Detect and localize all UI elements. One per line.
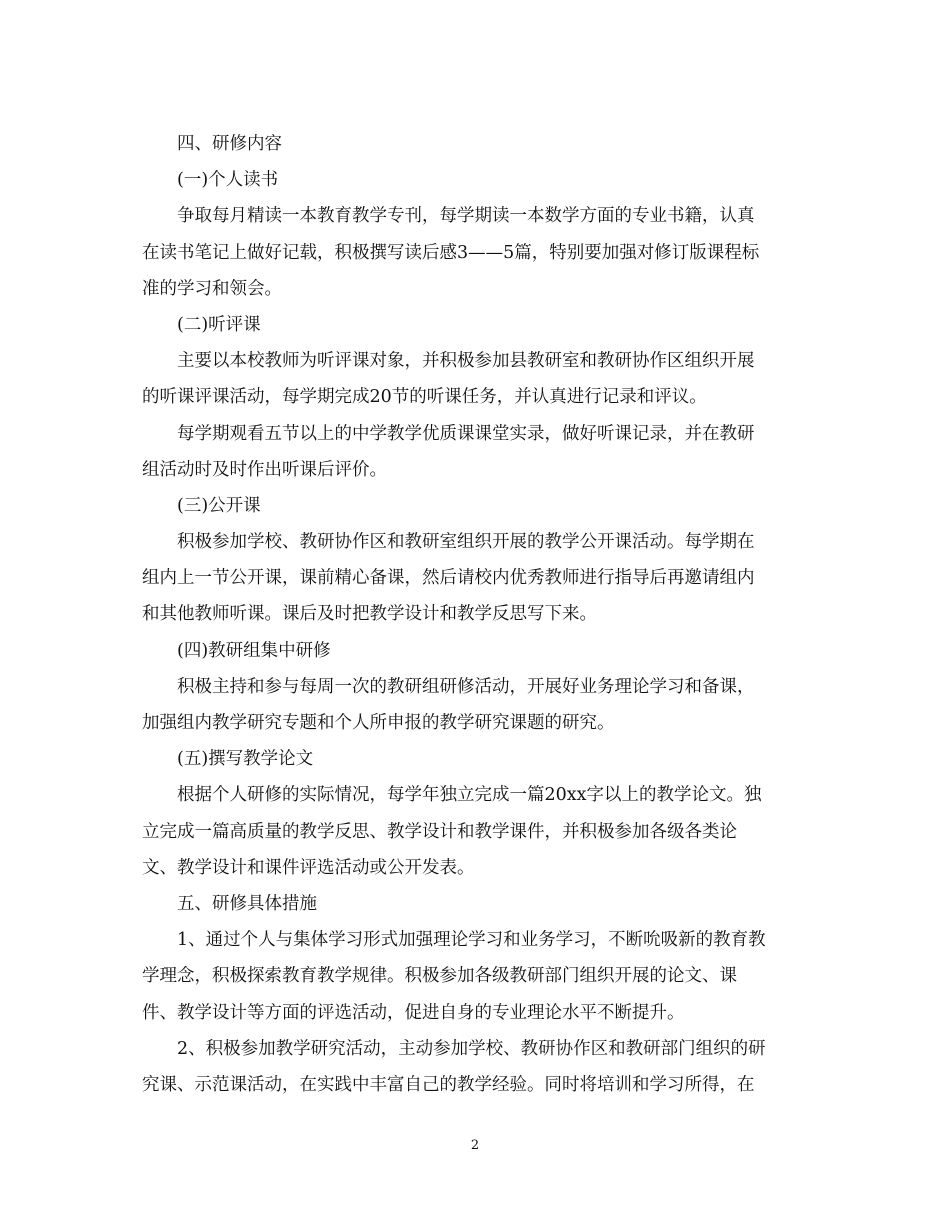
text-line: 加强组内教学研究专题和个人所申报的教学研究课题的研究。 <box>142 713 615 733</box>
text-line: 的听课评课活动，每学期完成20节的听课任务，并认真进行记录和评议。 <box>142 387 707 408</box>
text-line: 组内上一节公开课，课前精心备课，然后请校内优秀教师进行指导后再邀请组内 <box>142 568 755 589</box>
text-line: 主要以本校教师为听评课对象，并积极参加县教研室和教研协作区组织开展 <box>177 351 755 372</box>
text-line: 学理念，积极探索教育教学规律。积极参加各级教研部门组织开展的论文、课 <box>142 966 737 987</box>
text-line: 1、通过个人与集体学习形式加强理论学习和业务学习，不断吮吸新的教育教 <box>177 930 766 951</box>
text-line: 根据个人研修的实际情况，每学年独立完成一篇20xx字以上的教学论文。独 <box>177 785 762 806</box>
text-line: (二)听评课 <box>177 314 261 335</box>
text-line: 争取每月精读一本教育教学专刊，每学期读一本数学方面的专业书籍，认真 <box>177 206 755 227</box>
text-line: 积极主持和参与每周一次的教研组研修活动，开展好业务理论学习和备课， <box>177 676 755 697</box>
text-line: 五、研修具体措施 <box>177 893 317 914</box>
text-line: 立完成一篇高质量的教学反思、教学设计和教学课件，并积极参加各级各类论 <box>142 821 737 842</box>
text-line: 在读书笔记上做好记载，积极撰写读后感3——5篇，特别要加强对修订版课程标 <box>142 242 760 263</box>
text-line: (三)公开课 <box>177 495 261 516</box>
text-line: (四)教研组集中研修 <box>177 640 331 661</box>
text-line: 每学期观看五节以上的中学教学优质课课堂实录，做好听课记录，并在教研 <box>177 423 755 444</box>
text-line: (五)撰写教学论文 <box>177 749 314 770</box>
document-body <box>142 126 807 1103</box>
text-line: 件、教学设计等方面的评选活动，促进自身的专业理论水平不断提升。 <box>142 1002 685 1023</box>
text-line: 文、教学设计和课件评选活动或公开发表。 <box>142 857 475 878</box>
text-line: 组活动时及时作出听课后评价。 <box>142 459 387 480</box>
text-line: 准的学习和领会。 <box>142 278 282 299</box>
text-line: 2、积极参加教学研究活动，主动参加学校、教研协作区和教研部门组织的研 <box>177 1038 766 1059</box>
text-line: 四、研修内容 <box>177 134 282 154</box>
page-number: 2 <box>470 1138 480 1153</box>
text-line: 积极参加学校、教研协作区和教研室组织开展的教学公开课活动。每学期在 <box>177 532 755 553</box>
text-line: (一)个人读书 <box>177 170 279 191</box>
text-line: 究课、示范课活动，在实践中丰富自己的教学经验。同时将培训和学习所得，在 <box>142 1074 755 1095</box>
text-line: 和其他教师听课。课后及时把教学设计和教学反思写下来。 <box>142 604 597 625</box>
